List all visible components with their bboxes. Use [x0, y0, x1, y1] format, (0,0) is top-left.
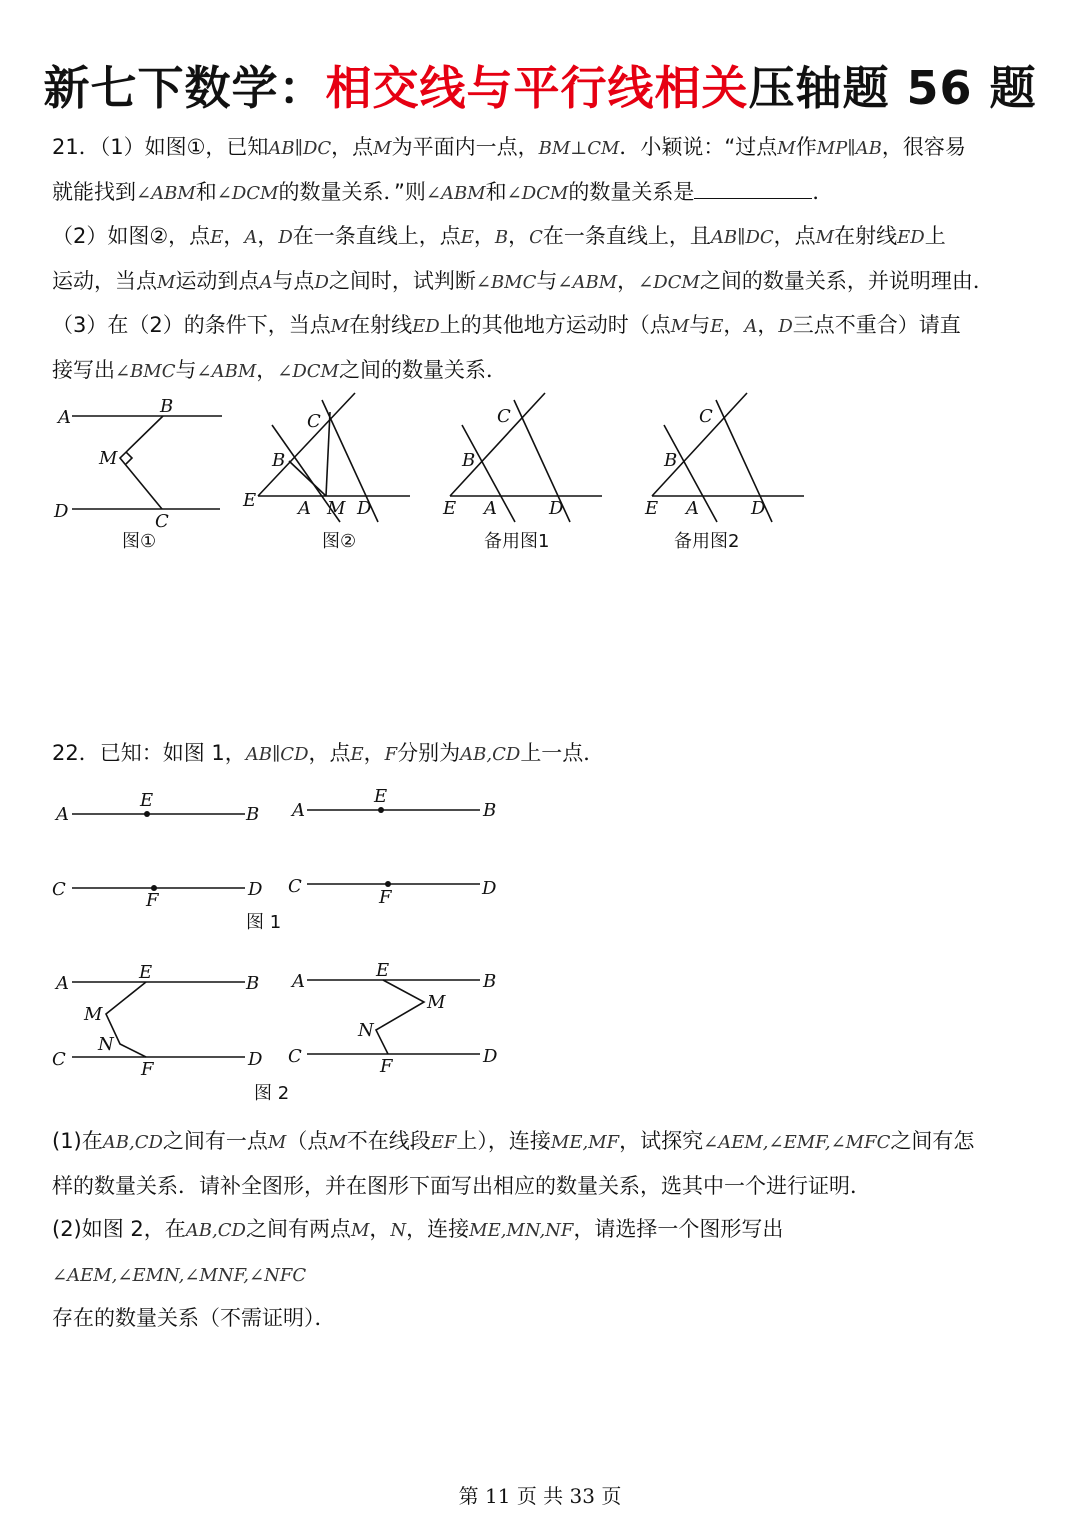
- svg-text:N: N: [98, 1034, 114, 1055]
- question-22-intro: 22．已知：如图 1，AB∥CD，点E，F分别为AB,CD上一点．: [52, 741, 605, 765]
- svg-text:D: D: [54, 501, 69, 522]
- svg-text:D: D: [751, 498, 766, 519]
- svg-text:A: A: [298, 498, 311, 519]
- page-title: 新七下数学：相交线与平行线相关压轴题 56 题: [43, 61, 1037, 115]
- svg-text:A: A: [56, 973, 69, 994]
- svg-text:C: C: [288, 1046, 302, 1067]
- svg-text:F: F: [380, 1056, 393, 1077]
- svg-text:F: F: [141, 1059, 154, 1080]
- svg-text:M: M: [84, 1004, 103, 1025]
- page-footer: 第 11 页 共 33 页: [458, 1484, 622, 1508]
- svg-text:A: A: [292, 971, 305, 992]
- svg-text:B: B: [664, 450, 678, 471]
- q21-line-3: （2）如图②，点E，A，D在一条直线上，点E，B，C在一条直线上，且AB∥DC，点M在射线ED上: [52, 224, 946, 248]
- svg-text:C: C: [699, 406, 713, 427]
- svg-text:图 2: 图 2: [254, 1083, 290, 1104]
- svg-text:B: B: [246, 973, 260, 994]
- svg-text:E: E: [139, 962, 153, 983]
- svg-text:C: C: [52, 1049, 66, 1070]
- svg-text:A: A: [56, 804, 69, 825]
- svg-text:D: D: [483, 1046, 498, 1067]
- svg-text:A: A: [58, 407, 71, 428]
- svg-text:B: B: [462, 450, 476, 471]
- svg-text:备用图2: 备用图2: [674, 531, 740, 552]
- q22-part-2-line-1: (2)如图 2，在AB,CD之间有两点M，N，连接ME,MN,NF，请选择一个图形写出∠AEM,∠EMN,∠MNF,∠NFC: [52, 1217, 784, 1286]
- svg-text:D: D: [482, 878, 497, 899]
- q21-line-4: 运动，当点M运动到点A与点D之间时，试判断∠BMC与∠ABM，∠DCM之间的数量关系，并说明理由．: [52, 268, 994, 293]
- svg-text:E: E: [374, 786, 388, 807]
- svg-text:N: N: [358, 1020, 374, 1041]
- svg-text:D: D: [248, 879, 263, 900]
- q22-part-1-line-1: (1)在AB,CD之间有一点M（点M不在线段EF上），连接ME,MF，试探究∠AEM,∠EMF,∠MFC之间有怎: [52, 1129, 975, 1153]
- svg-text:A: A: [484, 498, 497, 519]
- svg-text:E: E: [243, 490, 257, 511]
- svg-text:B: B: [246, 804, 260, 825]
- svg-text:D: D: [357, 498, 372, 519]
- svg-text:备用图1: 备用图1: [484, 531, 550, 552]
- svg-text:E: E: [443, 498, 457, 519]
- svg-text:B: B: [483, 800, 497, 821]
- svg-text:A: A: [686, 498, 699, 519]
- svg-text:M: M: [327, 498, 346, 519]
- svg-text:A: A: [292, 800, 305, 821]
- svg-text:C: C: [288, 876, 302, 897]
- svg-text:C: C: [497, 406, 511, 427]
- svg-text:F: F: [379, 887, 392, 908]
- svg-text:图①: 图①: [122, 531, 157, 552]
- svg-text:B: B: [160, 396, 174, 417]
- title-highlight: 相交线与平行线相关: [325, 61, 749, 115]
- svg-text:E: E: [645, 498, 659, 519]
- svg-text:E: E: [140, 790, 154, 811]
- q22-part-1-line-2: 样的数量关系．请补全图形，并在图形下面写出相应的数量关系，选其中一个进行证明．: [52, 1173, 871, 1198]
- q21-line-5: （3）在（2）的条件下，当点M在射线ED上的其他地方运动时（点M与E，A，D三点不重合）请直: [52, 313, 961, 337]
- q21-line-2: 就能找到∠ABM和∠DCM的数量关系．”则∠ABM和∠DCM的数量关系是 ．: [52, 179, 834, 204]
- page-number: 11: [485, 1484, 511, 1508]
- q21-line-6: 接写出∠BMC与∠ABM，∠DCM之间的数量关系．: [52, 357, 507, 382]
- svg-text:E: E: [376, 960, 390, 981]
- svg-text:B: B: [272, 450, 286, 471]
- svg-text:M: M: [427, 992, 446, 1013]
- svg-text:C: C: [307, 411, 321, 432]
- svg-text:D: D: [549, 498, 564, 519]
- svg-text:图 1: 图 1: [246, 912, 282, 933]
- q21-line-1: 21．（1）如图①，已知AB∥DC，点M为平面内一点，BM⊥CM．小颖说：“过点M作MP∥AB，很容易: [52, 135, 966, 159]
- total-pages: 33: [569, 1484, 595, 1508]
- question-22-parts: [52, 1120, 1032, 1341]
- svg-text:D: D: [248, 1049, 263, 1070]
- svg-text:F: F: [146, 890, 159, 911]
- svg-text:C: C: [52, 879, 66, 900]
- q22-part-2-line-2: 存在的数量关系（不需证明）．: [52, 1306, 336, 1330]
- svg-text:图②: 图②: [322, 531, 357, 552]
- svg-text:B: B: [483, 971, 497, 992]
- svg-text:M: M: [99, 448, 118, 469]
- svg-text:C: C: [155, 511, 169, 532]
